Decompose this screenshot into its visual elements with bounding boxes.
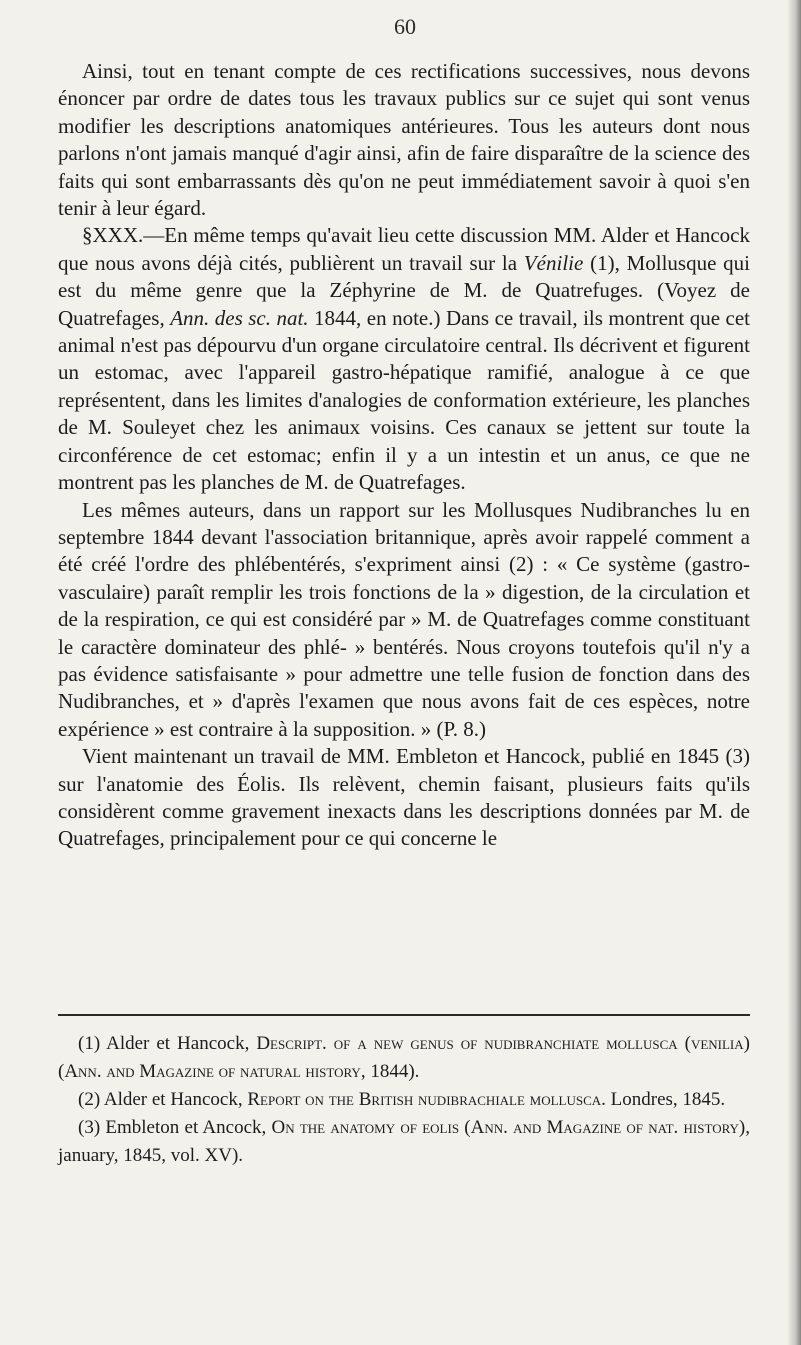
footnotes	[58, 1030, 750, 1170]
paragraph-2-italic-ann: Ann. des sc. nat.	[170, 305, 309, 330]
paragraph-3: Les mêmes auteurs, dans un rapport sur les Mollusques Nudibranches lu en septembre 1844 devant l'association britannique, après avoir rappelé comment a été créé l'ordre des phlébentérés, s'expriment ainsi (2) : « Ce système (gastro-vasculaire) paraît remplir les trois fonctions de la » digestion, de la circulation et de la respiration, ce qui est considéré par » M. de Quatrefages comme constituant le caractère dominateur des phlé- » bentérés. Nous croyons toutefois qu'il n'y a pas évidence satisfaisante » pour admettre une telle fusion de fonction dans des Nudibranches, et » d'après l'examen que nous avons fait de ces espèces, notre expérience » est contraire à la supposition. » (P. 8.)	[58, 497, 750, 741]
footnote-2-authors: (2) Alder et Hancock,	[78, 1089, 248, 1110]
footnote-2-date: Londres, 1845.	[605, 1089, 726, 1110]
paragraph-1: Ainsi, tout en tenant compte de ces rectifications successives, nous devons énoncer par ordre de dates tous les travaux publics sur ce sujet qui sont venus modifier les descriptions anatomiques antérieures. Tous les auteurs dont nous parlons n'ont jamais manqué d'agir ainsi, afin de faire disparaître de la science des faits qui sont embarrassants dès qu'on ne peut immédiatement savoir à quoi s'en tenir à leur égard.	[58, 59, 750, 221]
footnote-3-date: january, 1845, vol. XV).	[58, 1145, 244, 1166]
paragraph-4: Vient maintenant un travail de MM. Embleton et Hancock, publié en 1845 (3) sur l'anatomie des Éolis. Ils relèvent, chemin faisant, plusieurs faits qu'ils considèrent comme gravement inexacts dans les descriptions données par M. de Quatrefages, principalement pour ce qui concerne le	[58, 744, 750, 851]
page-edge-shadow	[787, 0, 801, 1345]
main-text	[58, 58, 750, 853]
paragraph-2-part-c: 1844, en note.) Dans ce travail, ils montrent que cet animal n'est pas dépourvu d'un organe circulatoire central. Ils décrivent et figurent un estomac, avec l'appareil gastro-hépatique ramifié, analogue à ce que représentent, dans les limites d'analogies de conformation extérieure, les planches de M. Souleyet chez les animaux voisins. Ces canaux se jettent sur toute la circonférence de cet estomac; enfin il y a un intestin et un anus, ce que ne montrent pas les planches de M. de Quatrefages.	[58, 305, 750, 495]
footnote-2	[58, 1086, 750, 1114]
page-number: 60	[394, 14, 416, 39]
footnote-3	[58, 1114, 750, 1170]
footnote-divider	[58, 1014, 750, 1016]
footnote-1	[58, 1030, 750, 1086]
footnote-3-authors: (3) Embleton et Ancock,	[78, 1117, 272, 1138]
paragraph-2-part-a: §XXX.—En même temps qu'avait lieu cette discussion MM. Alder et Hancock que nous avons déjà cités, publièrent un travail sur la	[58, 223, 750, 275]
paragraph-2	[58, 222, 750, 496]
footnote-3-title: On the anatomy of eolis (Ann. and Magazine of nat. history),	[271, 1117, 751, 1138]
footnote-1-date: 1844).	[365, 1061, 420, 1082]
paragraph-2-part-b: (1), Mollusque qui est du même genre que la Zéphyrine de M. de Quatrefuges. (Voyez de Quatrefages,	[58, 250, 750, 330]
paragraph-2-italic-venilie: Vénilie	[523, 250, 584, 275]
footnote-1-title: Descript. of a new genus of nudibranchiate mollusca (venilia) (Ann. and Magazine of natural history,	[58, 1033, 750, 1082]
footnote-1-authors: (1) Alder et Hancock,	[78, 1033, 257, 1054]
footnote-2-title: Report on the British nudibrachiale mollusca.	[247, 1089, 606, 1110]
